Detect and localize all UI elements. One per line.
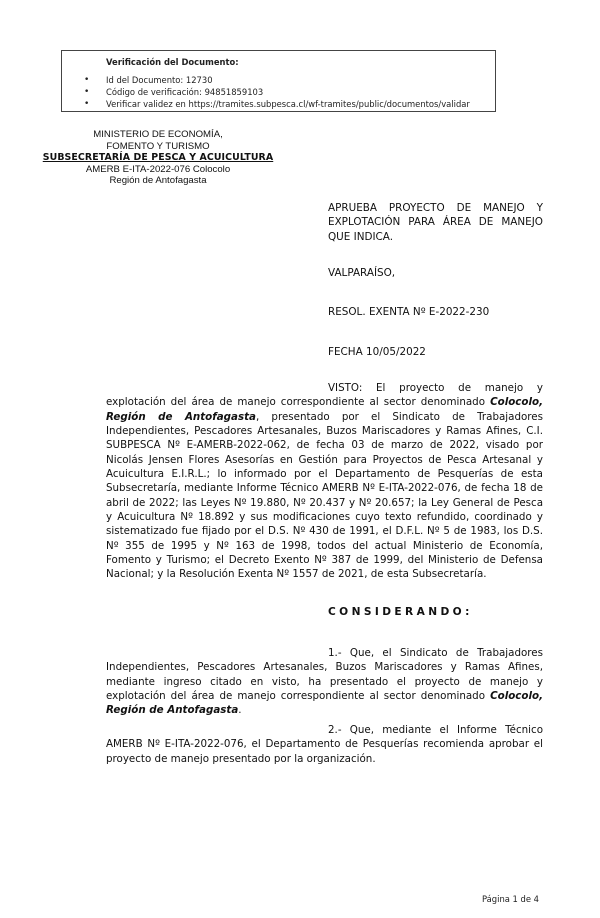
subsecretaria: SUBSECRETARÍA DE PESCA Y ACUICULTURA xyxy=(42,152,274,163)
visto-rest: , presentado por el Sindicato de Trabajadores Independientes, Pescadores Artesanales, Buzos Mariscadores y Ramas Afines, C.I. SUBPESCA Nº E-AMERB-2022-062, de fecha 03 de marzo de 2022, visado por Nicolás Jensen Flores Asesorías en Gestión para Proyectos de Pesca Artesanal y Acuicultura E.I.R.L.; lo informado por el Departamento de Pesquerías de esta Subsecretaría, mediante Informe Técnico AMERB Nº E-ITA-2022-076, de fecha 18 de abril de 2022; las Leyes Nº 19.880, Nº 20.437 y Nº 20.657; la Ley General de Pesca y Acuicultura Nº 18.892 y sus modificaciones cuyo texto refundido, coordinado y sistematizado fue fijado por el D.S. Nº 430 de 1991, el D.F.L. Nº 5 de 1983, los D.S. Nº 355 de 1995 y Nº 163 de 1998, todos del actual Ministerio de Economía, Fomento y Turismo; el Decreto Exento Nº 387 de 1999, del Ministerio de Defensa Nacional; y la Resolución Exenta Nº 1557 de 2021, de esta Subsecretaría. xyxy=(106,410,543,581)
ministry-header xyxy=(28,129,288,187)
c1-area: Colocolo, Región de Antofagasta xyxy=(106,690,543,717)
visto-area: Colocolo, Región de Antofagasta xyxy=(106,396,543,423)
resolution-date: FECHA 10/05/2022 xyxy=(328,346,426,358)
considerando-1 xyxy=(106,646,543,718)
ministry-name-2: FOMENTO Y TURISMO xyxy=(106,140,210,152)
considerando-heading: CONSIDERANDO: xyxy=(328,606,473,618)
verification-box xyxy=(61,50,496,112)
c2-text: 2.- Que, mediante el Informe Técnico AMERB Nº E-ITA-2022-076, el Departamento de Pesquerías recomienda aprobar el proyecto de manejo presentado por la organización. xyxy=(106,724,543,765)
city: VALPARAÍSO, xyxy=(328,267,396,279)
verification-code: • Código de verificación: 94851859103 xyxy=(84,86,470,98)
amerb-reference: AMERB E-ITA-2022-076 Colocolo xyxy=(85,163,231,175)
c1-end: . xyxy=(238,704,242,717)
c1-lead: 1.- Que, el Sindicato de Trabajadores Independientes, Pescadores Artesanales, Buzos Mariscadores y Ramas Afines, mediante ingreso citado en visto, ha presentado el proyecto de manejo y explotación del área de manejo correspondiente al sector denominado xyxy=(106,647,543,703)
considerando-2 xyxy=(106,723,543,766)
resolution-title: APRUEBA PROYECTO DE MANEJO Y EXPLOTACIÓN PARA ÁREA DE MANEJO QUE INDICA. xyxy=(328,202,543,243)
verification-id: • Id del Documento: 12730 xyxy=(84,74,470,86)
verification-list xyxy=(84,74,470,110)
page-number: Página 1 de 4 xyxy=(482,894,540,904)
visto-paragraph xyxy=(106,381,543,582)
verification-url[interactable]: • Verificar validez en https://tramites.subpesca.cl/wf-tramites/public/documentos/validar xyxy=(84,98,470,110)
region: Región de Antofagasta xyxy=(109,175,207,186)
ministry-name: MINISTERIO DE ECONOMÍA, xyxy=(93,129,223,140)
verification-title: Verificación del Documento: xyxy=(106,57,239,67)
resolution-number: RESOL. EXENTA Nº E-2022-230 xyxy=(328,306,490,318)
visto-lead: VISTO: El proyecto de manejo y explotación del área de manejo correspondiente al sector denominado xyxy=(106,382,543,409)
